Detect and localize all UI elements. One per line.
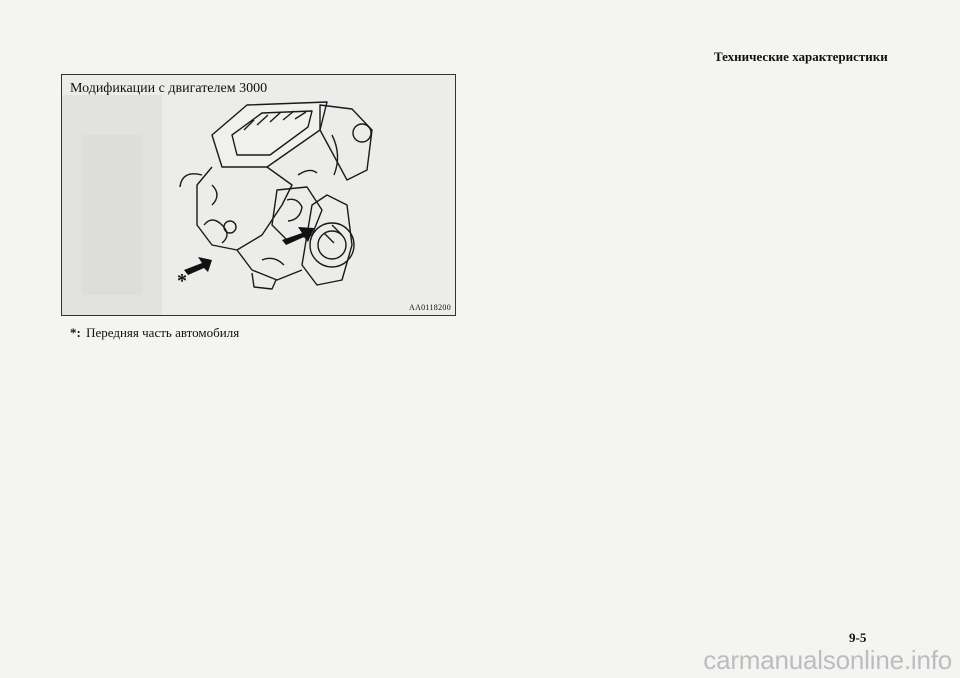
note-text: Передняя часть автомобиля (86, 325, 240, 340)
page-header-title: Технические характеристики (714, 49, 888, 64)
engine-illustration (62, 75, 455, 315)
page-number: 9-5 (849, 630, 867, 645)
figure-note (70, 325, 239, 341)
engine-figure (61, 74, 456, 316)
watermark: carmanualsonline.info (703, 645, 952, 675)
figure-title: Модификации с двигателем 3000 (70, 81, 268, 96)
note-mark: *: (70, 325, 81, 340)
figure-code: AA0118200 (409, 303, 451, 312)
front-marker-asterisk: * (177, 270, 187, 292)
